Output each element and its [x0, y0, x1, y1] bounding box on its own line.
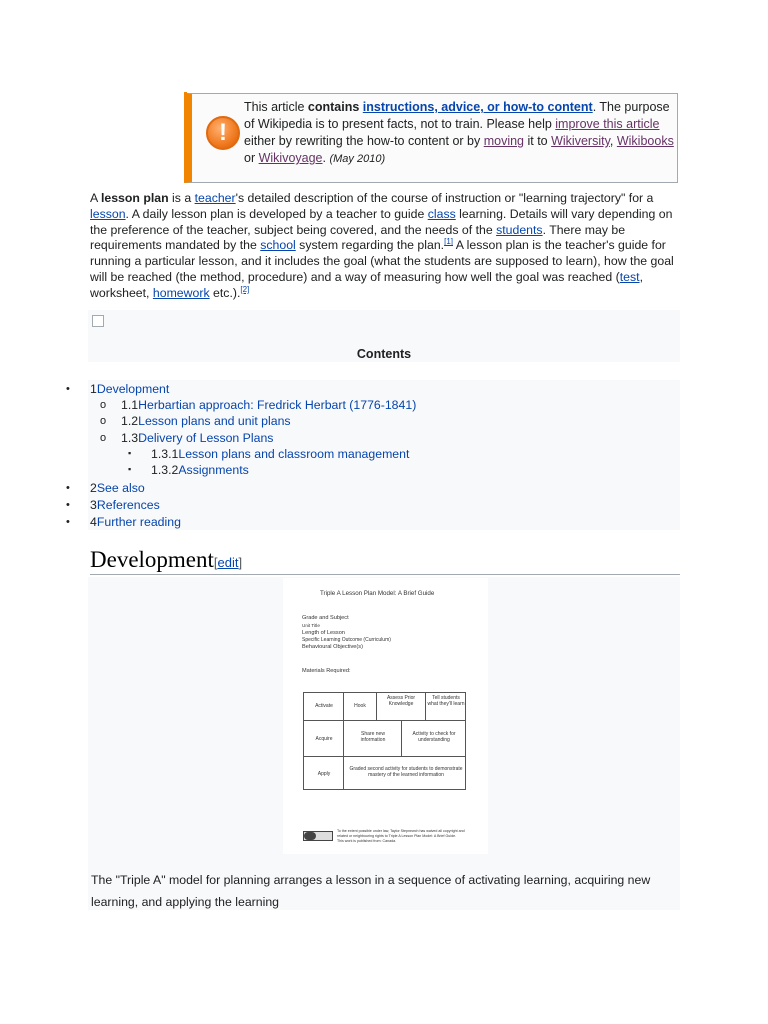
grid-line — [376, 693, 377, 720]
grid-line — [304, 756, 465, 757]
thumb-title: Triple A Lesson Plan Model: A Brief Guide — [320, 590, 435, 597]
toc-number: 3 — [90, 498, 97, 512]
toc-item-classroom-management[interactable] — [151, 446, 409, 462]
toc-header — [88, 310, 680, 362]
section-heading-development — [90, 545, 680, 575]
intro-text: 's detailed description of the course of instruction or "learning trajectory" for a — [235, 191, 654, 205]
reference-2[interactable]: [2] — [240, 284, 250, 294]
toc-item-see-also[interactable] — [90, 480, 145, 496]
toc-item-herbartian[interactable] — [121, 397, 416, 413]
notice-mark — [184, 92, 187, 97]
notice-bold: contains — [307, 100, 360, 114]
toc-item-development[interactable] — [90, 381, 169, 397]
cc-logo-icon — [304, 832, 316, 840]
toc-link[interactable]: Development — [96, 382, 170, 396]
toc-link[interactable]: Further reading — [96, 515, 181, 529]
triple-a-model-thumbnail[interactable] — [283, 578, 488, 854]
section-edit — [214, 555, 242, 570]
exclamation-icon — [206, 116, 240, 150]
notice-comma: , — [609, 134, 617, 148]
intro-text: A — [90, 191, 101, 205]
toc-item-assignments[interactable] — [151, 462, 249, 478]
toc-link[interactable]: Lesson plans and unit plans — [138, 414, 291, 428]
section-title: Development — [90, 547, 214, 572]
intro-text: is a — [168, 191, 195, 205]
intro-paragraph — [90, 191, 678, 302]
toc-number: 4 — [90, 515, 97, 529]
cell-assess: Assess Prior Knowledge — [386, 695, 416, 707]
toc-item-references[interactable] — [90, 497, 160, 513]
thumb-field: Grade and Subject — [302, 615, 349, 621]
notice-or: or — [244, 151, 259, 165]
thumb-license: This work is published from: Canada. — [337, 839, 397, 843]
figure-caption: The "Triple A" model for planning arranges a lesson in a sequence of activating learning, acquiring new learning, and applying the learning — [91, 873, 651, 909]
toc-item-delivery[interactable] — [121, 430, 273, 446]
toc-number: 1.3.2 — [151, 463, 179, 477]
intro-text: . There may be requirements mandated by the — [90, 222, 626, 253]
toc-bullet: ▪ — [128, 464, 132, 474]
toc-number: 2 — [90, 481, 97, 495]
link-wikiversity[interactable]: Wikiversity — [551, 134, 610, 148]
notice-text-2: . The purpose of Wikipedia is to present facts, not to train. Please help — [244, 100, 670, 131]
toc-bullet: • — [66, 383, 70, 395]
toc-number: 1.3.1 — [151, 447, 179, 461]
link-howto-content[interactable]: instructions, advice, or how-to content — [362, 100, 593, 114]
toc-bullet: • — [66, 516, 70, 528]
link-wikivoyage[interactable]: Wikivoyage — [258, 151, 323, 165]
intro-text: learning. Details will vary depending on the preference of the teacher, subject being covered, and the needs of the — [90, 206, 673, 237]
edit-bracket-open: [ — [213, 555, 218, 570]
link-wikibooks[interactable]: Wikibooks — [616, 134, 674, 148]
exclamation-glyph: ! — [219, 119, 227, 146]
edit-link[interactable]: edit — [217, 555, 239, 570]
thumb-license: To the extent possible under law, Taylor Stepnewch has waived all copyright and — [337, 829, 465, 833]
thumb-license: related or neighbouring rights to Triple A Lesson Plan Model: A Brief Guide. — [337, 834, 457, 838]
toc-item-further-reading[interactable] — [90, 514, 181, 530]
toc-number: 1.3 — [121, 431, 139, 445]
toc-bullet: • — [66, 482, 70, 494]
toc-link[interactable]: Delivery of Lesson Plans — [138, 431, 274, 445]
toc-number: 1.2 — [121, 414, 139, 428]
thumb-field: Unit Title — [302, 623, 320, 628]
link-students[interactable]: students — [496, 222, 543, 237]
cell-check: Activity to check for understanding — [412, 731, 456, 743]
intro-text: system regarding the plan. — [295, 238, 445, 253]
toc-bullet: o — [100, 432, 107, 444]
cell-hook: Hook — [354, 703, 366, 709]
link-test[interactable]: test — [619, 269, 640, 284]
toc-link[interactable]: References — [96, 498, 160, 512]
notice-text-4: it to — [524, 134, 552, 148]
thumb-field: Specific Learning Outcome (Curriculum) — [302, 637, 391, 643]
notice-dot: . — [322, 151, 330, 165]
intro-text: A lesson plan is the teacher's guide for running a particular lesson, and it includes the goal (what the students are supposed to learn), how the goal will be reached (the method, procedure) and a way of measuring how well the goal was reached ( — [90, 238, 674, 284]
toc-bullet: ▪ — [128, 448, 132, 458]
intro-text: etc.). — [209, 285, 241, 300]
toc-bullet: • — [66, 499, 70, 511]
grid-line — [343, 693, 344, 789]
link-moving[interactable]: moving — [483, 134, 525, 148]
notice-date: (May 2010) — [329, 153, 386, 165]
toc-title: Contents — [356, 347, 412, 361]
edit-bracket-close: ] — [238, 555, 243, 570]
grid-line — [401, 720, 402, 756]
toc-link[interactable]: Herbartian approach: Fredrick Herbart (1776-1841) — [138, 398, 417, 412]
how-to-notice-box — [184, 93, 678, 183]
cell-share: Share new information — [360, 731, 386, 743]
thumb-field: Length of Lesson — [302, 630, 345, 636]
intro-bold-term: lesson plan — [100, 191, 169, 205]
toc-toggle-checkbox[interactable] — [92, 315, 104, 327]
toc-number: 1.1 — [121, 398, 139, 412]
intro-text: , worksheet, — [90, 269, 643, 300]
link-teacher[interactable]: teacher — [194, 191, 236, 205]
grid-line — [425, 693, 426, 720]
thumb-materials: Materials Required: — [302, 668, 351, 674]
toc-number: 1 — [90, 382, 97, 396]
link-class[interactable]: class — [427, 206, 456, 221]
cell-activate: Activate — [315, 703, 333, 709]
link-homework[interactable]: homework — [152, 285, 210, 300]
cc0-license-badge-icon — [303, 831, 333, 841]
cell-acquire: Acquire — [315, 736, 333, 742]
toc-bullet: o — [100, 399, 107, 411]
toc-bullet: o — [100, 415, 107, 427]
thumb-field: Behavioural Objective(s) — [302, 644, 363, 650]
cell-apply: Apply — [317, 771, 331, 777]
cell-tell: Tell students what they'll learn — [427, 695, 465, 707]
cell-graded: Graded second activity for students to demonstrate mastery of the learned information — [349, 766, 463, 778]
toc-item-unit-plans[interactable] — [121, 413, 291, 429]
notice-text-3: either by rewriting the how-to content or by — [244, 134, 484, 148]
intro-text: . A daily lesson plan is developed by a teacher to guide — [125, 206, 428, 221]
toc-link[interactable]: See also — [96, 481, 145, 495]
toc-link[interactable]: Lesson plans and classroom management — [178, 447, 410, 461]
thumb-grid — [303, 692, 466, 790]
notice-text-1: This article — [244, 100, 308, 114]
notice-text — [244, 99, 676, 168]
grid-line — [304, 720, 465, 721]
link-school[interactable]: school — [260, 238, 296, 253]
link-lesson[interactable]: lesson — [90, 206, 126, 221]
toc-link[interactable]: Assignments — [178, 463, 249, 477]
link-improve-article[interactable]: improve this article — [555, 117, 660, 131]
reference-1[interactable]: [1] — [444, 237, 453, 247]
